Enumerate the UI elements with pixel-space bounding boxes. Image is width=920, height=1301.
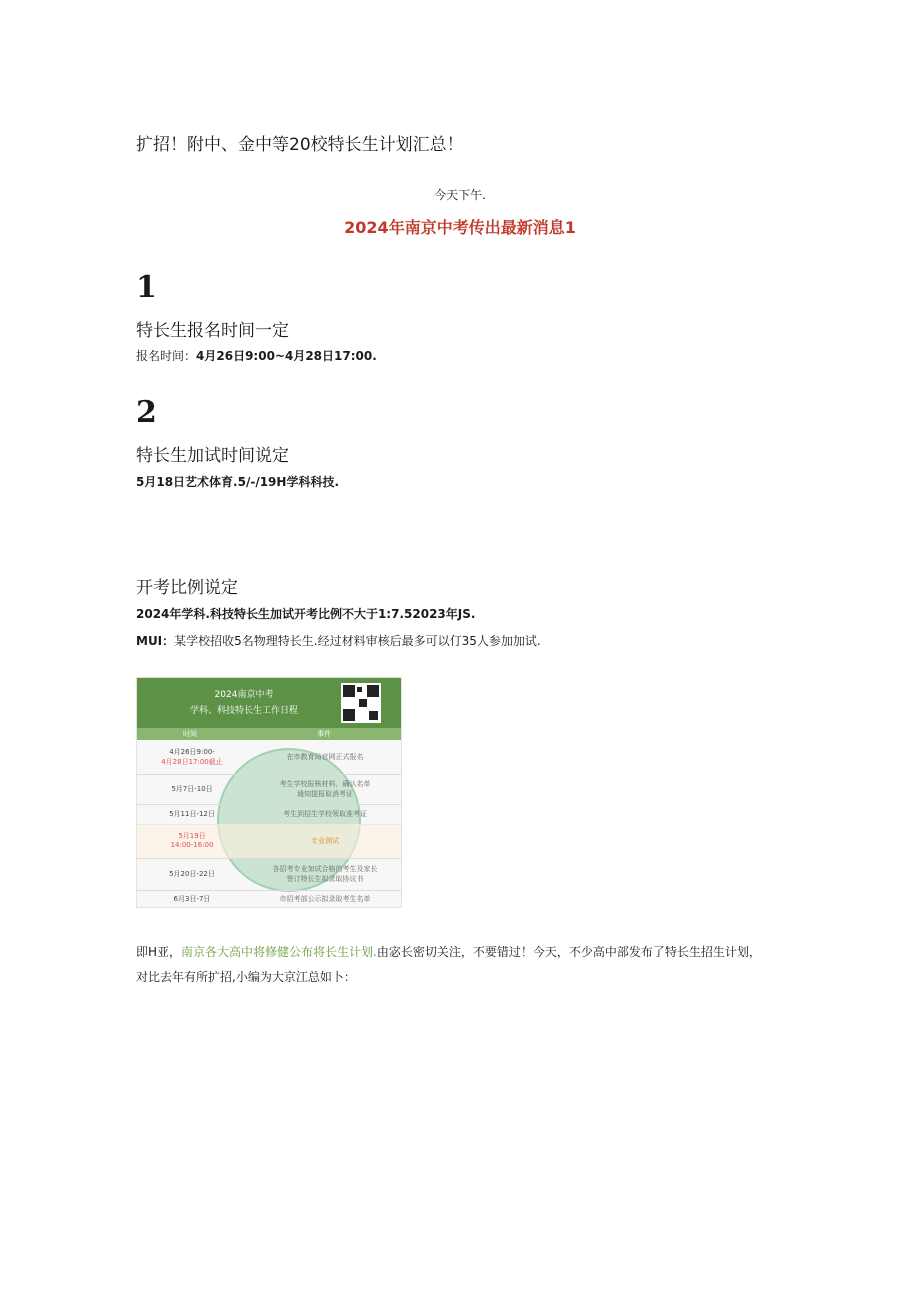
ratio-line-1-text: 2024年学科.科技特长生加试开考比例不大于1:7.52023年JS.	[136, 607, 476, 621]
test-time	[136, 473, 339, 490]
row-event: 考生到招生学校领取准考证	[283, 810, 367, 818]
section-number-2: 2	[136, 395, 157, 430]
row-time: 5月7日-10日	[171, 785, 213, 793]
closing-line-1-c: 由宓长密切关注，不要错过！今天，不少高中部发布了特长生招生计划，	[376, 945, 761, 959]
section-heading-2: 特长生加试时间说定	[136, 446, 289, 466]
ratio-line-2	[136, 632, 541, 649]
row-event: 考生学校报核材料，确认名单	[279, 780, 371, 788]
row-time: 5月20日-22日	[169, 870, 215, 878]
col-event: 事件	[317, 730, 331, 738]
image-column-header	[137, 728, 401, 740]
schedule-row	[137, 858, 401, 891]
ratio-line-2-label: MUI：	[136, 634, 175, 648]
schedule-image	[136, 677, 402, 908]
row-event-2: 通知提报取消考证	[297, 790, 353, 798]
closing-line-1-highlight: 南京各大高中将修健公布将长生计划.	[181, 945, 377, 959]
qr-code-icon	[341, 683, 381, 723]
subtitle: 今天下午.	[434, 188, 486, 202]
row-time: 6月3日-7日	[173, 895, 211, 903]
closing-line-1	[136, 943, 761, 960]
registration-value: 4月26日9:00~4月28日17:00.	[196, 349, 377, 363]
row-event: 专业测试	[311, 837, 339, 845]
schedule-row	[137, 774, 401, 805]
schedule-row	[137, 740, 401, 775]
row-event-2: 签订特长生拟录取协议书	[286, 875, 364, 883]
registration-time	[136, 347, 377, 364]
image-header-line-1: 2024南京中考	[214, 690, 274, 700]
ratio-line-1	[136, 605, 475, 622]
page-title: 扩招！附中、金中等20校特长生计划汇总！	[136, 135, 464, 155]
section-number-1: 1	[136, 270, 157, 305]
section-heading-1: 特长生报名时间一定	[136, 321, 289, 341]
ratio-line-2-text: 某学校招收5名物理特长生.经过材料审核后最多可以仃35人参加加试.	[174, 634, 541, 648]
row-time-2: 14:00-16:00	[170, 841, 214, 849]
headline: 2024年南京中考传出最新消息1	[344, 218, 576, 237]
row-time: 4月26日9:00-	[169, 748, 215, 756]
test-time-value: 5月18日艺术体育.5/-/19H学科科技.	[136, 475, 340, 489]
row-event: 市招考部公示拟录取考生名单	[279, 895, 371, 903]
schedule-row	[137, 804, 401, 825]
closing-line-2: 对比去年有所扩招,小编为大京江总如卜：	[136, 970, 356, 984]
ratio-heading: 开考比例说定	[136, 578, 238, 598]
image-header-line-2: 学科、科技特长生工作日程	[189, 706, 298, 716]
row-event: 在市教育局官网正式报名	[286, 753, 364, 761]
row-time: 5月11日-12日	[169, 810, 215, 818]
row-time: 5月19日	[178, 832, 206, 840]
schedule-row	[137, 890, 401, 907]
col-time: 时间	[183, 730, 197, 738]
closing-line-1-a: 即H亚，	[136, 945, 182, 959]
schedule-row	[137, 824, 401, 859]
image-header	[137, 678, 401, 728]
registration-label: 报名时间：	[136, 349, 197, 363]
row-time-2: 4月28日17:00截止	[161, 758, 223, 766]
row-event: 各招考专业加试合格的考生及家长	[272, 865, 378, 873]
